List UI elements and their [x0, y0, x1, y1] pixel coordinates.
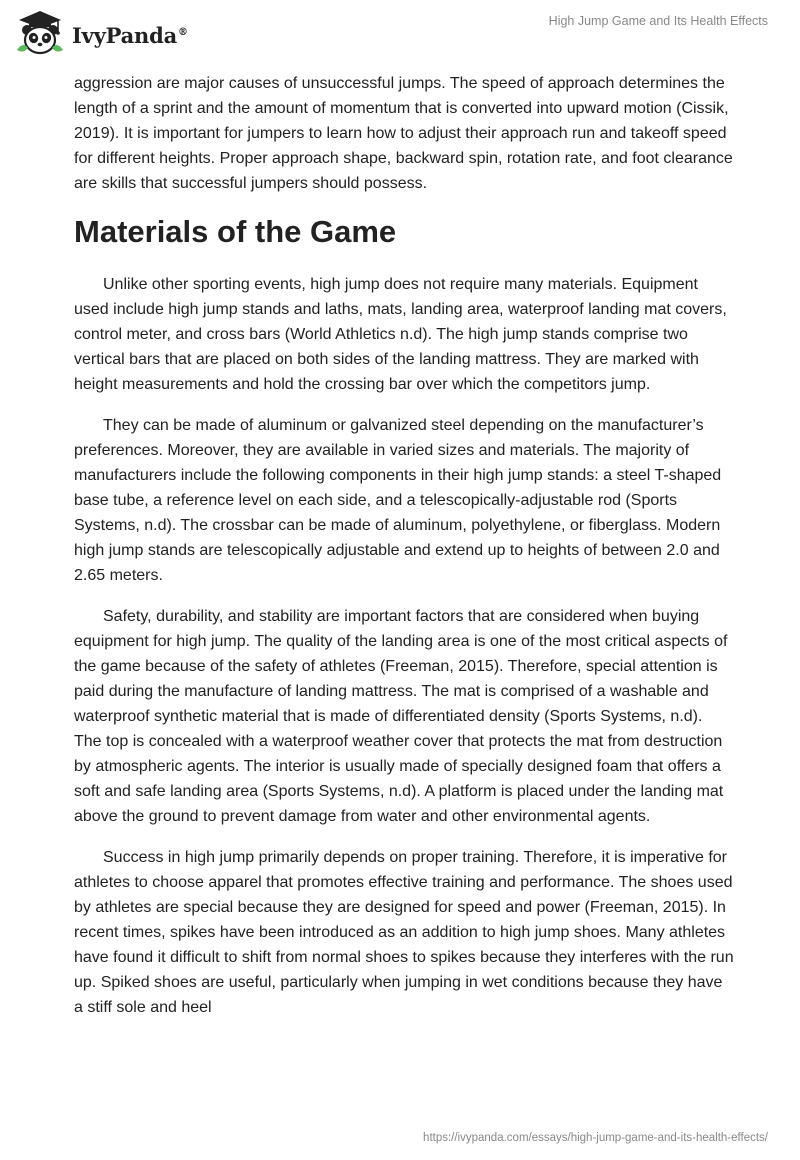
- ivypanda-logo[interactable]: [14, 8, 188, 60]
- logo-wordmark: IvyPanda®: [72, 22, 188, 48]
- body-paragraph: Safety, durability, and stability are important factors that are considered when buying equipment for high jump. The quality of the landing area is one of the most critical aspects of the game because of the safety of athletes (Freeman, 2015). Therefore, special attention is paid during the manufacture of landing mattress. The mat is comprised of a washable and waterproof synthetic material that is made of differentiated density (Sports Systems, n.d). The top is concealed with a waterproof weather cover that protects the mat from destruction by atmospheric agents. The interior is usually made of specially designed foam that offers a soft and safe landing area (Sports Systems, n.d). A platform is placed under the landing mat above the ground to prevent damage from water and other environmental agents.: [74, 608, 728, 825]
- essay-content: [74, 71, 734, 1036]
- section-heading: Materials of the Game: [74, 214, 397, 249]
- document-title: High Jump Game and Its Health Effects: [548, 14, 768, 28]
- page-header: [0, 0, 800, 70]
- footer-url-link[interactable]: https://ivypanda.com/essays/high-jump-game-and-its-health-effects/: [423, 1132, 768, 1144]
- body-paragraph: Success in high jump primarily depends on proper training. Therefore, it is imperative for athletes to choose apparel that promotes effective training and performance. The shoes used by athletes are special because they are designed for speed and power (Freeman, 2015). In recent times, spikes have been introduced as an addition to high jump shoes. Many athletes have found it difficult to shift from normal shoes to spikes because they interferes with the run up. Spiked shoes are useful, particularly when jumping in wet conditions because they have a stiff sole and heel: [74, 849, 734, 1016]
- intro-paragraph: aggression are major causes of unsuccessful jumps. The speed of approach determines the length of a sprint and the amount of momentum that is converted into upward motion (Cissik, 2019). It is important for jumpers to learn how to adjust their approach run and takeoff speed for different heights. Proper approach shape, backward spin, rotation rate, and foot clearance are skills that successful jumpers should possess.: [74, 75, 733, 192]
- body-paragraph: Unlike other sporting events, high jump does not require many materials. Equipment used include high jump stands and laths, mats, landing area, waterproof landing mat covers, control meter, and cross bars (World Athletics n.d). The high jump stands comprise two vertical bars that are placed on both sides of the landing mattress. They are marked with height measurements and hold the crossing bar over which the competitors jump.: [74, 276, 727, 393]
- body-paragraph: They can be made of aluminum or galvanized steel depending on the manufacturer’s preferences. Moreover, they are available in varied sizes and materials. The majority of manufacturers include the following components in their high jump stands: a steel T-shaped base tube, a reference level on each side, and a telescopically-adjustable rod (Sports Systems, n.d). The crossbar can be made of aluminum, polyethylene, or fiberglass. Modern high jump stands are telescopically adjustable and extend up to heights of between 2.0 and 2.65 meters.: [74, 417, 722, 584]
- panda-logo-icon: [14, 8, 66, 60]
